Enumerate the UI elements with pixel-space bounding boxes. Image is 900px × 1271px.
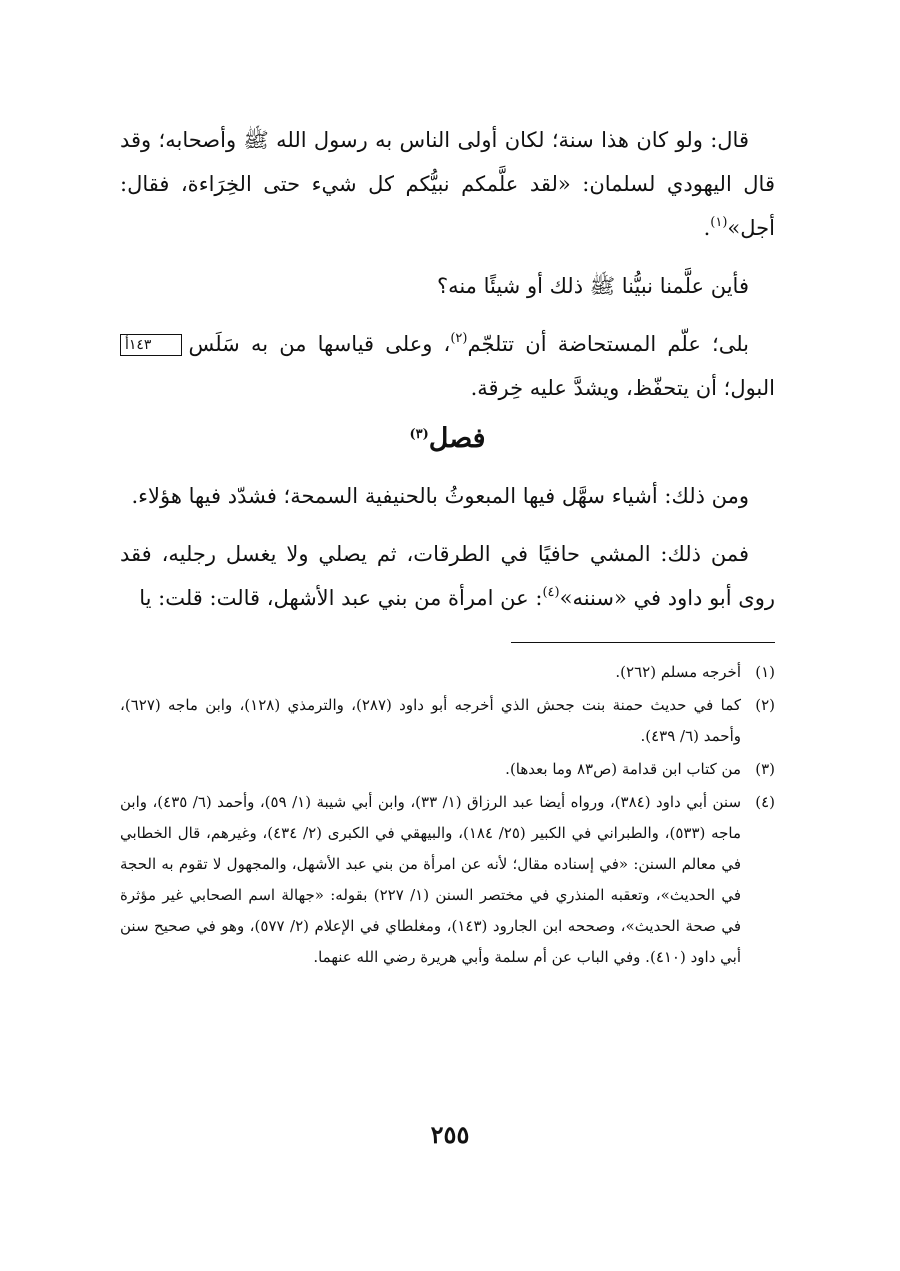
page-number: ٢٥٥ (430, 1120, 470, 1149)
paragraph-3 (120, 322, 775, 410)
footnote-2 (120, 690, 775, 752)
footnotes (120, 657, 775, 973)
paragraph-3-text-a: بلى؛ علّم المستحاضة أن تتلجّم (467, 332, 750, 356)
footnote-number: (١) (755, 663, 775, 681)
paragraph-5-text-a: فمن ذلك: المشي حافيًا في الطرقات، ثم يصلي ولا يغسل رجليه، فقد روى أبو داود في «سننه» (120, 542, 775, 610)
paragraph-3-text-c: البول؛ أن يتحفّظ، ويشدَّ عليه خِرقة. (470, 376, 775, 400)
paragraph-2: فأين علَّمنا نبيُّنا ﷺ ذلك أو شيئًا منه؟ (436, 274, 749, 298)
footnote-separator (511, 642, 775, 643)
paragraph-1-text: قال: ولو كان هذا سنة؛ لكان أولى الناس به رسول الله ﷺ وأصحابه؛ وقد قال اليهودي لسلمان: «لقد علَّمكم نبيُّكم كل شيء حتى الخِرَاءة، فقال: أجل» (120, 128, 775, 240)
paragraph-1-end: . (703, 216, 711, 240)
paragraph-4: ومن ذلك: أشياء سهَّل فيها المبعوثُ بالحنيفية السمحة؛ فشدّد فيها هؤلاء. (131, 484, 749, 508)
section-heading-text: فصل (428, 423, 486, 454)
footnote-number: (٤) (755, 793, 775, 811)
manuscript-folio-marker: ١٤٣أ (120, 334, 182, 356)
footnote-ref-2: (٢) (450, 331, 468, 346)
footnote-number: (٢) (755, 696, 775, 714)
footnote-ref-4: (٤) (542, 585, 560, 600)
paragraph-5 (120, 532, 775, 620)
footnote-ref-1: (١) (710, 215, 728, 230)
footnote-3 (120, 754, 775, 785)
footnote-4 (120, 787, 775, 973)
footnote-text: أخرجه مسلم (٢٦٢). (615, 663, 741, 681)
page-body (120, 118, 775, 975)
paragraph-1 (120, 118, 775, 250)
footnote-ref-3: (٣) (409, 427, 429, 442)
paragraph-3-text-b: ، وعلى قياسها من به سَلَس (188, 332, 451, 356)
footnote-text: من كتاب ابن قدامة (ص٨٣ وما بعدها). (505, 760, 741, 778)
section-heading (120, 416, 775, 462)
paragraph-5-text-b: : عن امرأة من بني عبد الأشهل، قالت: قلت: يا (139, 586, 543, 610)
footnote-1 (120, 657, 775, 688)
footnote-number: (٣) (755, 760, 775, 778)
footnote-text: سنن أبي داود (٣٨٤)، ورواه أيضا عبد الرزاق (١/ ٣٣)، وابن أبي شيبة (١/ ٥٩)، وأحمد (٦/ ٤٣٥)، وابن ماجه (٥٣٣)، والطبراني في الكبير (٢٥/ ١٨٤)، والبيهقي في الكبرى (٢/ ٤٣٤)، وغيرهم، قال الخطابي في معالم السنن: «في إسناده مقال؛ لأنه عن امرأة من بني عبد الأشهل، والمجهول لا تقوم به الحجة في الحديث»، وتعقبه المنذري في مختصر السنن (١/ ٢٢٧) بقوله: «جهالة اسم الصحابي غير مؤثرة في صحة الحديث»، وصححه ابن الجارود (١٤٣)، ومغلطاي في الإعلام (٢/ ٥٧٧)، وهو في صحيح سنن أبي داود (٤١٠). وفي الباب عن أم سلمة وأبي هريرة رضي الله عنهما. (120, 793, 742, 966)
footnote-text: كما في حديث حمنة بنت جحش الذي أخرجه أبو داود (٢٨٧)، والترمذي (١٢٨)، وابن ماجه (٦٢٧)، وأحمد (٦/ ٤٣٩). (120, 696, 742, 745)
